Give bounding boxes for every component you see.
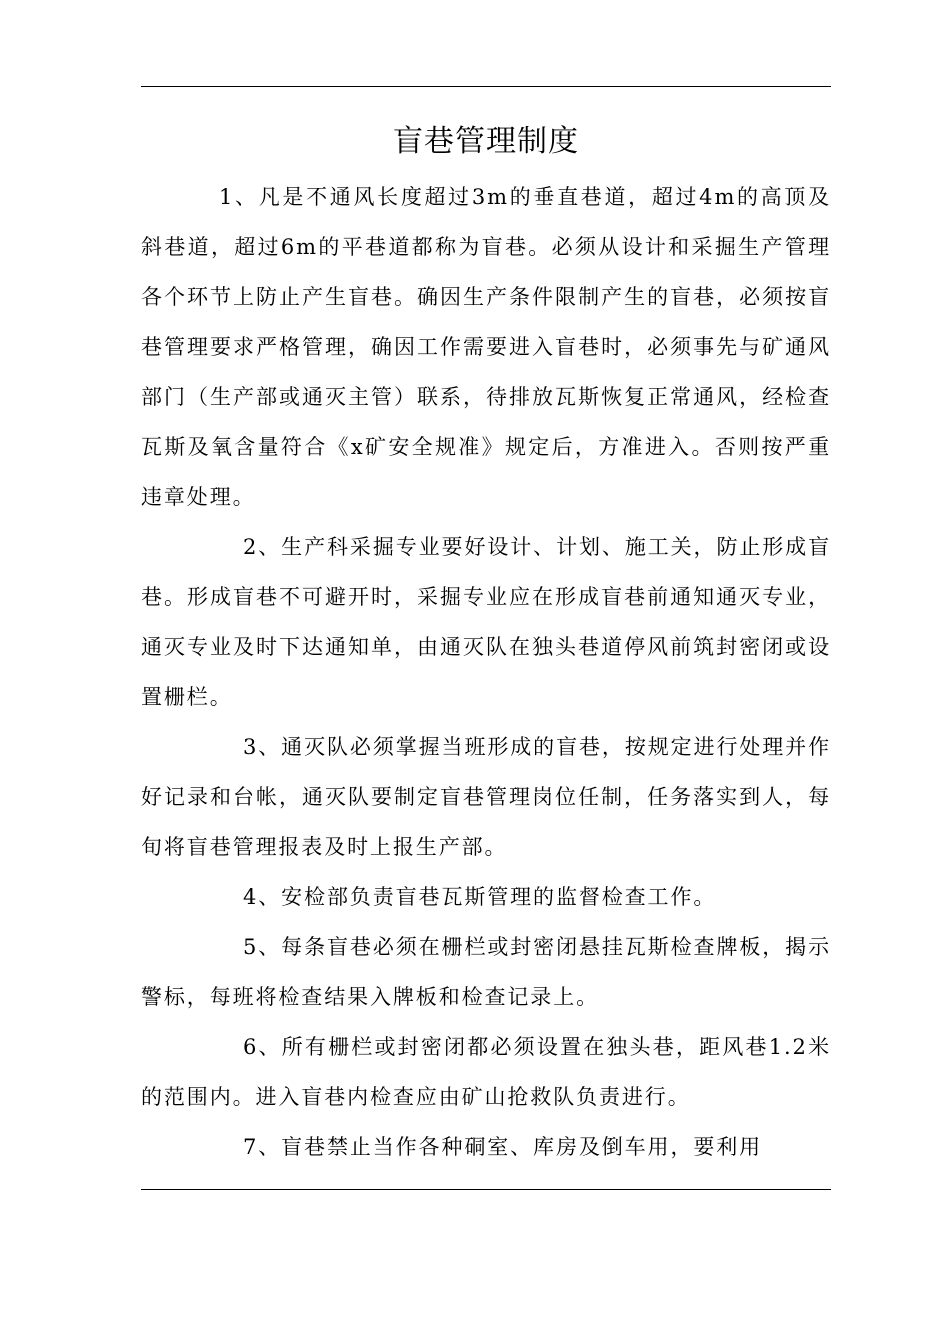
paragraph-7: 7、盲巷禁止当作各种硐室、库房及倒车用，要利用: [243, 1135, 763, 1159]
paragraph-5: 5、每条盲巷必须在栅栏或封密闭悬挂瓦斯检查牌板，揭示警标，每班将检查结果入牌板和检查记录上。: [141, 935, 831, 1009]
paragraph-3: 3、通灭队必须掌握当班形成的盲巷，按规定进行处理并作好记录和台帐，通灭队要制定盲巷管理岗位任制，任务落实到人，每旬将盲巷管理报表及时上报生产部。: [141, 735, 831, 859]
paragraph-4: 4、安检部负责盲巷瓦斯管理的监督检查工作。: [243, 885, 717, 909]
paragraph-6: 6、所有栅栏或封密闭都必须设置在独头巷，距风巷1.2米的范围内。进入盲巷内检查应由矿山抢救队负责进行。: [141, 1035, 831, 1109]
paragraph-1: 1、凡是不通风长度超过3m的垂直巷道，超过4m的高顶及斜巷道，超过6m的平巷道都称为盲巷。必须从设计和采掘生产管理各个环节上防止产生盲巷。确因生产条件限制产生的盲巷，必须按盲巷管理要求严格管理，确因工作需要进入盲巷时，必须事先与矿通风部门（生产部或通灭主管）联系，待排放瓦斯恢复正常通风，经检查瓦斯及氧含量符合《x矿安全规准》规定后，方准进入。否则按严重违章处理。: [141, 185, 831, 509]
document-title: 盲巷管理制度: [393, 124, 579, 159]
paragraph-2: 2、生产科采掘专业要好设计、计划、施工关，防止形成盲巷。形成盲巷不可避开时，采掘专业应在形成盲巷前通知通灭专业，通灭专业及时下达通知单，由通灭队在独头巷道停风前筑封密闭或设置栅栏。: [141, 535, 831, 709]
document-body: [141, 112, 831, 1172]
header-rule: [141, 86, 831, 87]
footer-rule: [141, 1189, 831, 1190]
